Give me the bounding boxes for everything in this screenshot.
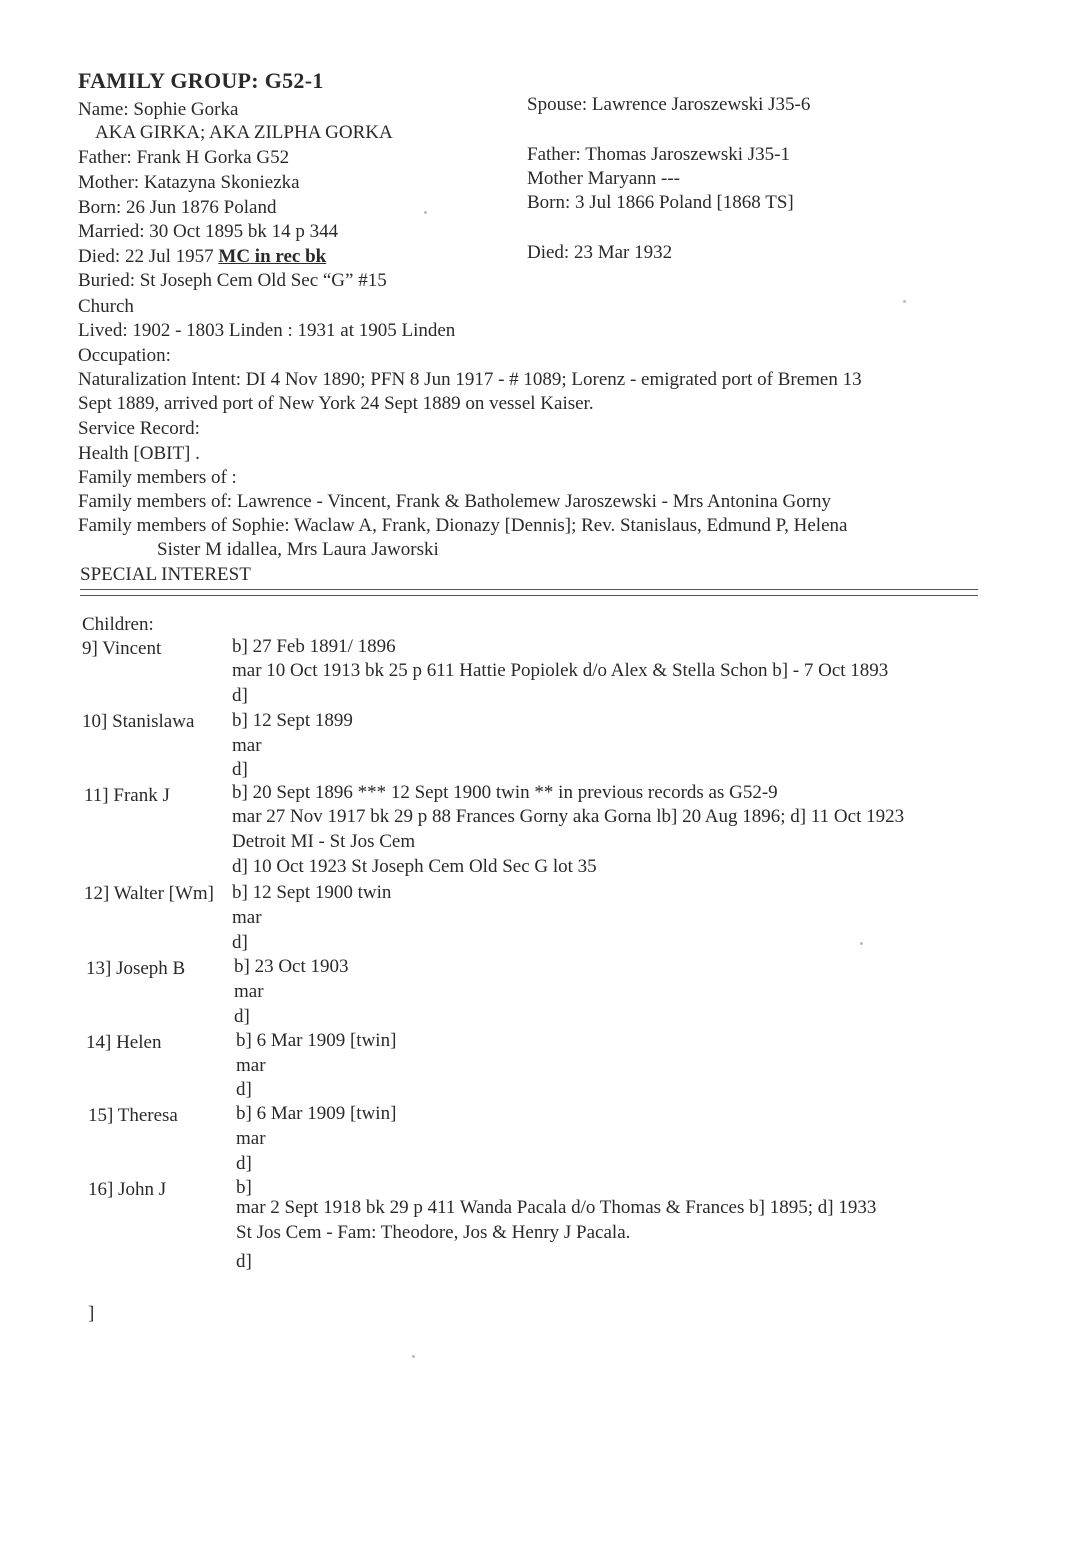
spouse-died: Died: 23 Mar 1932 <box>527 242 673 263</box>
subject-died-note: MC in rec bk <box>218 246 327 267</box>
child-detail: b] 23 Oct 1903 <box>234 956 349 977</box>
subject-died <box>78 246 326 268</box>
scan-speck <box>903 300 906 303</box>
naturalization-line-1: Naturalization Intent: DI 4 Nov 1890; PFN 8 Jun 1917 - # 1089; Lorenz - emigrated port of Bremen 13 <box>78 369 862 390</box>
child-name: 16] John J <box>88 1179 167 1200</box>
child-detail: d] <box>234 1006 250 1027</box>
child-detail: d] <box>232 932 248 953</box>
subject-married: Married: 30 Oct 1895 bk 14 p 344 <box>78 221 339 242</box>
child-detail: b] 27 Feb 1891/ 1896 <box>232 636 396 657</box>
subject-lived: Lived: 1902 - 1803 Linden : 1931 at 1905 Linden <box>78 320 456 341</box>
child-detail: mar 2 Sept 1918 bk 29 p 411 Wanda Pacala d/o Thomas & Frances b] 1895; d] 1933 <box>236 1197 877 1218</box>
child-name: 10] Stanislawa <box>82 711 195 732</box>
spouse-name: Spouse: Lawrence Jaroszewski J35-6 <box>527 94 811 115</box>
subject-mother: Mother: Katazyna Skoniezka <box>78 172 300 193</box>
child-name: 13] Joseph B <box>86 958 186 979</box>
child-detail: b] 6 Mar 1909 [twin] <box>236 1103 397 1124</box>
child-detail: mar <box>236 1055 266 1076</box>
child-detail: b] 12 Sept 1900 twin <box>232 882 392 903</box>
child-detail: mar <box>232 907 262 928</box>
child-detail: b] <box>236 1177 252 1198</box>
child-detail: mar 10 Oct 1913 bk 25 p 611 Hattie Popiolek d/o Alex & Stella Schon b] - 7 Oct 1893 <box>232 660 889 681</box>
subject-buried: Buried: St Joseph Cem Old Sec “G” #15 <box>78 270 387 291</box>
family-members-sophie-1: Family members of Sophie: Waclaw A, Frank, Dionazy [Dennis]; Rev. Stanislaus, Edmund P, Helena <box>78 515 848 536</box>
spouse-mother: Mother Maryann --- <box>527 168 681 189</box>
closing-bracket: ] <box>88 1303 95 1324</box>
subject-father: Father: Frank H Gorka G52 <box>78 147 290 168</box>
child-detail: d] <box>236 1153 252 1174</box>
child-detail: mar <box>236 1128 266 1149</box>
subject-born: Born: 26 Jun 1876 Poland <box>78 197 277 218</box>
subject-name: Name: Sophie Gorka <box>78 99 239 120</box>
naturalization-line-2: Sept 1889, arrived port of New York 24 Sept 1889 on vessel Kaiser. <box>78 393 594 414</box>
section-divider <box>80 589 978 596</box>
child-name: 11] Frank J <box>84 785 170 806</box>
family-members-lawrence: Family members of: Lawrence - Vincent, Frank & Batholemew Jaroszewski - Mrs Antonina Gorny <box>78 491 832 512</box>
child-name: 9] Vincent <box>82 638 162 659</box>
child-name: 12] Walter [Wm] <box>84 883 215 904</box>
subject-aka: AKA GIRKA; AKA ZILPHA GORKA <box>95 122 393 143</box>
spouse-father: Father: Thomas Jaroszewski J35-1 <box>527 144 790 165</box>
special-interest: SPECIAL INTEREST <box>80 564 251 585</box>
child-detail: d] <box>232 685 248 706</box>
child-detail: mar <box>232 735 262 756</box>
child-detail: St Jos Cem - Fam: Theodore, Jos & Henry J Pacala. <box>236 1222 631 1243</box>
subject-occupation: Occupation: <box>78 345 171 366</box>
scan-speck <box>860 942 863 945</box>
child-detail: mar <box>234 981 264 1002</box>
page-title: FAMILY GROUP: G52-1 <box>78 68 324 93</box>
child-detail: d] <box>236 1079 252 1100</box>
child-detail: d] 10 Oct 1923 St Joseph Cem Old Sec G lot 35 <box>232 856 597 877</box>
scan-speck <box>424 211 427 214</box>
child-detail: d] <box>236 1251 252 1272</box>
service-record: Service Record: <box>78 418 200 439</box>
child-detail: Detroit MI - St Jos Cem <box>232 831 416 852</box>
child-detail: b] 20 Sept 1896 *** 12 Sept 1900 twin ** in previous records as G52-9 <box>232 782 778 803</box>
child-detail: b] 12 Sept 1899 <box>232 710 353 731</box>
child-detail: d] <box>232 759 248 780</box>
family-members-sophie-2: Sister M idallea, Mrs Laura Jaworski <box>157 539 439 560</box>
family-members-of: Family members of : <box>78 467 237 488</box>
subject-died-date: Died: 22 Jul 1957 <box>78 246 219 267</box>
child-detail: mar 27 Nov 1917 bk 29 p 88 Frances Gorny aka Gorna lb] 20 Aug 1896; d] 11 Oct 1923 <box>232 806 905 827</box>
scan-speck <box>412 1355 415 1358</box>
child-detail: b] 6 Mar 1909 [twin] <box>236 1030 397 1051</box>
child-name: 15] Theresa <box>88 1105 178 1126</box>
spouse-born: Born: 3 Jul 1866 Poland [1868 TS] <box>527 192 794 213</box>
subject-church: Church <box>78 296 134 317</box>
children-heading: Children: <box>82 614 154 635</box>
health: Health [OBIT] . <box>78 443 200 464</box>
child-name: 14] Helen <box>86 1032 162 1053</box>
